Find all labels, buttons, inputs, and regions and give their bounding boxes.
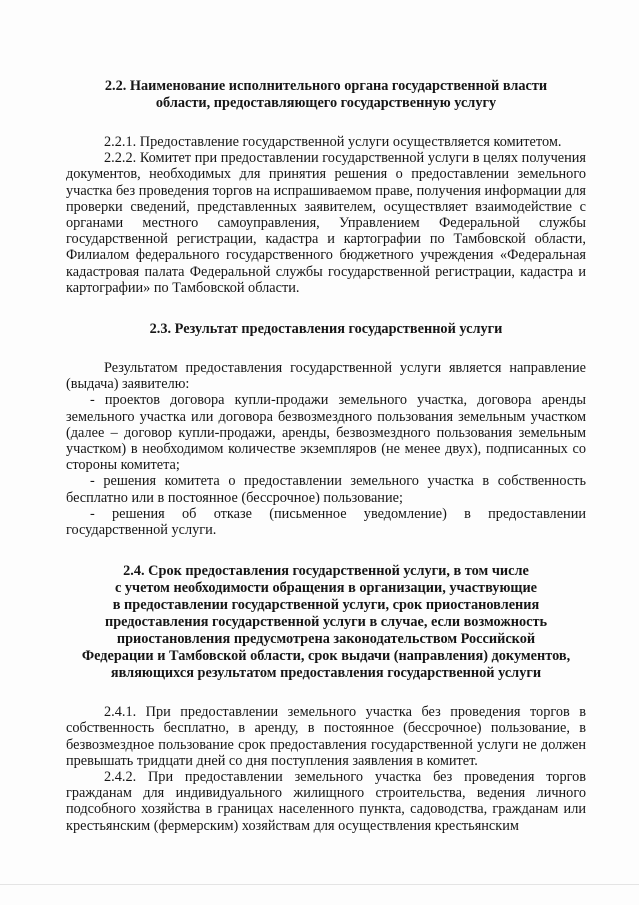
paragraph-2-4-2: 2.4.2. При предоставлении земельного участка без проведения торгов гражданам для индивидуального жилищного строительства, ведения личного подсобного хозяйства в границах населенного пункта, садоводства, гражданам или крестьянским (фермерским) хозяйствам для осуществления крестьянским bbox=[66, 769, 586, 834]
section-2-3-heading bbox=[66, 321, 586, 338]
heading-line: с учетом необходимости обращения в организации, участвующие bbox=[114, 580, 538, 597]
heading-line: являющихся результатом предоставления государственной услуги bbox=[110, 665, 542, 682]
document-body bbox=[66, 78, 586, 834]
heading-line: приостановления предусмотрена законодательством Российской bbox=[116, 631, 536, 648]
heading-line: 2.3. Результат предоставления государственной услуги bbox=[149, 321, 503, 338]
section-2-2-heading bbox=[66, 78, 586, 112]
heading-line: в предоставлении государственной услуги, срок приостановления bbox=[112, 597, 540, 614]
list-item: - проектов договора купли-продажи земельного участка, договора аренды земельного участка или договора безвозмездного пользования земельным участком (далее – договор купли-продажи, аренды, безвозмездного пользования земельным участком) в необходимом количестве экземпляров (не менее двух), подписанных со стороны комитета; bbox=[66, 392, 586, 474]
list-item: - решения об отказе (письменное уведомление) в предоставлении государственной услуги. bbox=[66, 505, 586, 539]
paragraph-2-2-1: 2.2.1. Предоставление государственной услуги осуществляется комитетом. bbox=[104, 134, 562, 150]
list-item: - решения комитета о предоставлении земельного участка в собственность бесплатно или в постоянное (бессрочное) пользование; bbox=[66, 473, 586, 506]
paragraph-2-4-1: 2.4.1. При предоставлении земельного участка без проведения торгов в собственность бесплатно, в аренду, в постоянное (бессрочное) пользование, в безвозмездное пользование срок предоставления государственной услуги не должен превышать тридцати дней со дня поступления заявления в комитет. bbox=[66, 704, 586, 769]
paragraph-2-2-2: 2.2.2. Комитет при предоставлении государственной услуги в целях получения документов, необходимых для принятия решения о предоставлении земельного участка без проведения торгов на испрашиваемом праве, получения информации для проверки сведений, представленных заявителем, осуществляет взаимодействие с органами местного самоуправления, Управлением Федеральной службы государственной регистрации, кадастра и картографии по Тамбовской области, Филиалом федерального государственного бюджетного учреждения «Федеральная кадастровая палата Федеральной службы государственной регистрации, кадастра и картографии» по Тамбовской области. bbox=[66, 150, 586, 296]
heading-line: 2.2. Наименование исполнительного органа государственной власти bbox=[104, 78, 548, 94]
page-bottom-edge bbox=[0, 884, 639, 885]
paragraph-2-3-intro: Результатом предоставления государственной услуги является направление (выдача) заявителю: bbox=[66, 360, 586, 393]
heading-line: области, предоставляющего государственную услугу bbox=[155, 95, 497, 111]
section-2-4-heading bbox=[66, 563, 586, 682]
heading-line: Федерации и Тамбовской области, срок выдачи (направления) документов, bbox=[81, 648, 571, 665]
heading-line: 2.4. Срок предоставления государственной услуги, в том числе bbox=[123, 563, 529, 580]
heading-line: предоставления государственной услуги в случае, если возможность bbox=[104, 614, 548, 631]
